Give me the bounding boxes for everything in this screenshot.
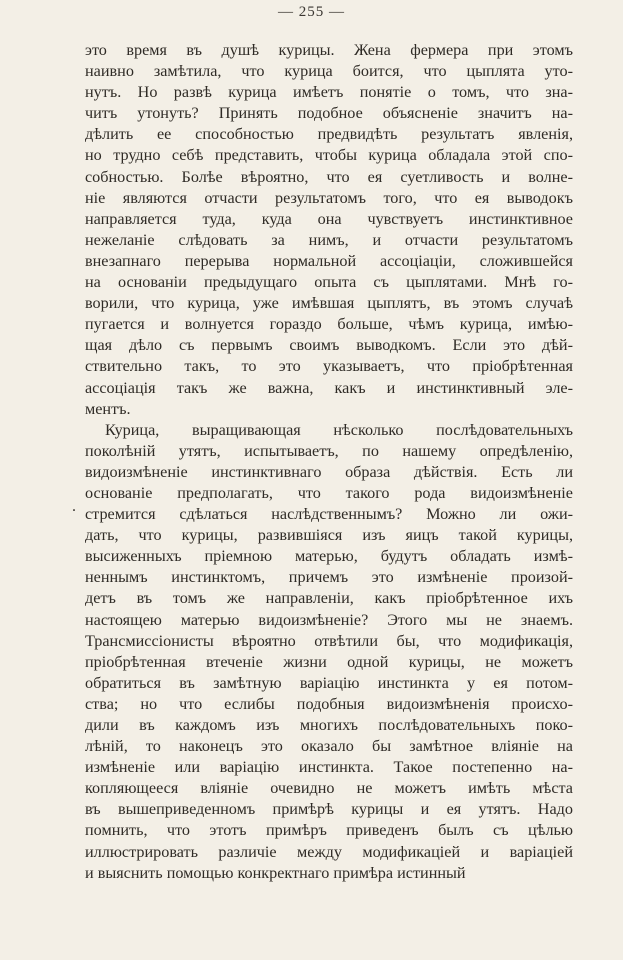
text-line: наивно замѣтила, что курица боится, что цыплята уто- [85, 62, 573, 81]
text-line: на основаніи предыдущаго опыта съ цыплятами. Мнѣ го- [85, 273, 573, 292]
text-line: поколѣній утятъ, испытываетъ, по нашему опредѣленію, [85, 441, 573, 460]
text-line: видоизмѣненіе инстинктивнаго образа дѣйствія. Есть ли [85, 462, 573, 481]
text-line: пріобрѣтенная втеченіе жизни одной курицы, не можетъ [85, 652, 573, 671]
text-line: основаніе предполагать, что такого рода видоизмѣненіе [85, 483, 573, 502]
text-line: неннымъ инстинктомъ, причемъ это измѣненіе произой- [85, 568, 573, 587]
text-line: направляется туда, куда она чувствуетъ инстинктивное [85, 209, 573, 228]
text-line: это время въ душѣ курицы. Жена фермера при этомъ [85, 41, 573, 59]
text-line: собностью. Болѣе вѣроятно, что ея суетливость и волне- [85, 167, 573, 186]
body-text [85, 40, 573, 884]
margin-mark: . [72, 498, 76, 515]
text-line: ассоціація такъ же важна, какъ и инстинктивный эле- [85, 378, 573, 397]
text-line: щая дѣло съ первымъ своимъ выводкомъ. Если это дѣй- [85, 336, 573, 355]
text-line: нежеланіе слѣдовать за нимъ, и отчасти результатомъ [85, 230, 573, 249]
text-line: ментъ. [85, 399, 131, 418]
text-line: ствительно такъ, то это указываетъ, что пріобрѣтенная [85, 357, 573, 376]
text-line: Трансмиссіонисты вѣроятно отвѣтили бы, что модификація, [85, 631, 573, 650]
text-line: настоящею матерью видоизмѣненіе? Этого мы не знаемъ. [85, 610, 573, 629]
text-line: обратиться въ замѣтную варіацію инстинкта у ея потом- [85, 673, 573, 692]
text-line: читъ утонуть? Принять подобное объясненіе значитъ на- [85, 104, 573, 123]
text-line: дѣлить ее способностью предвидѣть результатъ явленія, [85, 125, 573, 144]
text-line: ства; но что еслибы подобныя видоизмѣненія происхо- [85, 694, 573, 713]
text-line: ніе являются отчасти результатомъ того, что ея выводокъ [85, 188, 573, 207]
text-line: Курица, выращивающая нѣсколько послѣдовательныхъ [105, 420, 573, 439]
text-line: внезапнаго перерыва нормальной ассоціаціи, сложившейся [85, 251, 573, 270]
page-number: — 255 — [278, 4, 345, 20]
text-line: измѣненіе или варіацію инстинкта. Такое постепенно на- [85, 758, 573, 777]
text-line: стремится сдѣлаться наслѣдственнымъ? Можно ли ожи- [85, 505, 573, 524]
text-line: ворили, что курица, уже имѣвшая цыплятъ, въ этомъ случаѣ [85, 294, 573, 313]
text-line: нутъ. Но развѣ курица имѣетъ понятіе о томъ, что зна- [85, 83, 573, 102]
text-line: высиженныхъ пріемною матерью, будутъ обладать измѣ- [85, 547, 573, 566]
text-line: детъ въ томъ же направленіи, какъ пріобрѣтенное ихъ [85, 589, 573, 608]
text-line: и выяснить помощью конкректнаго примѣра истинный [85, 863, 466, 882]
text-line: иллюстрировать различіе между модификаціей и варіаціей [85, 842, 573, 861]
text-line: пугается и волнуется гораздо больше, чѣмъ курица, имѣю- [85, 315, 573, 334]
text-line: копляющееся вліяніе очевидно не можетъ имѣть мѣста [85, 779, 573, 798]
text-line: но трудно себѣ представить, чтобы курица обладала этой спо- [85, 146, 573, 165]
text-line: лѣній, то наконецъ это оказало бы замѣтное вліяніе на [85, 737, 573, 756]
text-line: помнить, что этотъ примѣръ приведенъ былъ съ цѣлью [85, 821, 573, 840]
text-line: дать, что курицы, развившіяся изъ яицъ такой курицы, [85, 526, 573, 545]
text-line: дили въ каждомъ изъ многихъ послѣдовательныхъ поко- [85, 716, 573, 734]
text-line: въ вышеприведенномъ примѣрѣ курицы и ея утятъ. Надо [85, 800, 573, 819]
